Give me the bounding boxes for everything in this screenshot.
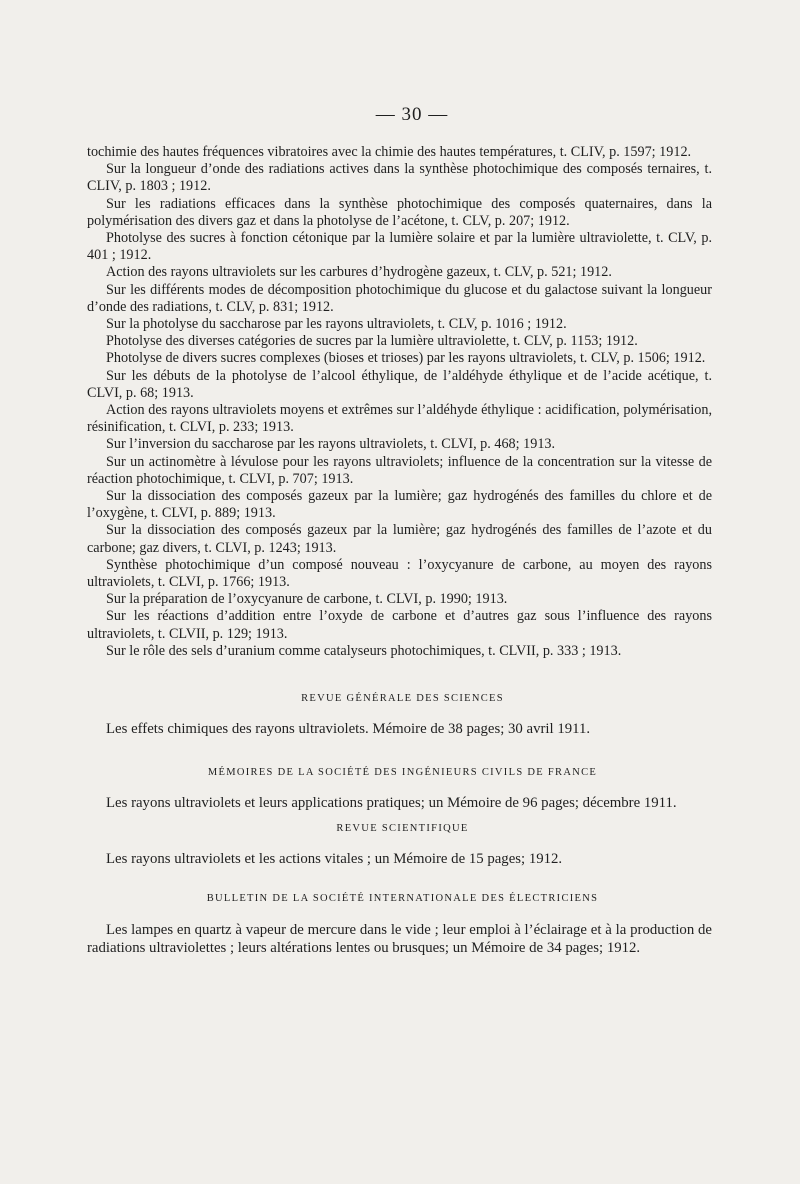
bibliography-entry: Action des rayons ultraviolets moyens et extrêmes sur l’aldéhyde éthylique : acidification, polymérisation, résinification, t. CLVI, p. 233; 1913. bbox=[87, 402, 712, 436]
bibliography-entry: Sur l’inversion du saccharose par les rayons ultraviolets, t. CLVI, p. 468; 1913. bbox=[106, 436, 556, 453]
bibliography-entry: Sur un actinomètre à lévulose pour les rayons ultraviolets; influence de la concentration sur la vitesse de réaction photochimique, t. CLVI, p. 707; 1913. bbox=[87, 453, 712, 487]
section-heading: MÉMOIRES DE LA SOCIÉTÉ DES INGÉNIEURS CIVILS DE FRANCE bbox=[207, 766, 598, 778]
section-heading: BULLETIN DE LA SOCIÉTÉ INTERNATIONALE DES ÉLECTRICIENS bbox=[206, 893, 599, 905]
bibliography-entry: Sur les différents modes de décomposition photochimique du glucose et du galactose suivant la longueur d’onde des radiations, t. CLV, p. 831; 1912. bbox=[87, 281, 712, 315]
page-number: — 30 — bbox=[375, 104, 449, 125]
bibliography-entry: Photolyse de divers sucres complexes (bioses et trioses) par les rayons ultraviolets, t. CLV, p. 1506; 1912. bbox=[106, 350, 706, 367]
bibliography-entry: Sur les débuts de la photolyse de l’alcool éthylique, de l’aldéhyde éthylique et de l’acide acétique, t. CLVI, p. 68; 1913. bbox=[87, 367, 712, 401]
section-entry: Les lampes en quartz à vapeur de mercure dans le vide ; leur emploi à l’éclairage et à la production de radiations ultraviolettes ; leurs altérations lentes ou brusques; un Mémoire de 34 pages; 1912. bbox=[87, 921, 712, 957]
bibliography-entry: Photolyse des diverses catégories de sucres par la lumière ultraviolette, t. CLV, p. 1153; 1912. bbox=[106, 333, 638, 350]
bibliography-entry: Sur les radiations efficaces dans la synthèse photochimique des composés quaternaires, dans la polymérisation des divers gaz et dans la photolyse de l’acétone, t. CLV, p. 207; 1912. bbox=[87, 195, 712, 229]
bibliography-entry: Photolyse des sucres à fonction cétonique par la lumière solaire et par la lumière ultraviolette, t. CLV, p. 401 ; 1912. bbox=[87, 230, 712, 264]
bibliography-entry: Sur la préparation de l’oxycyanure de carbone, t. CLVI, p. 1990; 1913. bbox=[106, 591, 508, 608]
bibliography-entry: Synthèse photochimique d’un composé nouveau : l’oxycyanure de carbone, au moyen des rayons ultraviolets, t. CLVI, p. 1766; 1913. bbox=[87, 556, 712, 591]
section-entry: Les rayons ultraviolets et les actions vitales ; un Mémoire de 15 pages; 1912. bbox=[106, 850, 563, 867]
section-heading: REVUE GÉNÉRALE DES SCIENCES bbox=[301, 693, 504, 705]
bibliography-entry: Sur les réactions d’addition entre l’oxyde de carbone et d’autres gaz sous l’influence des rayons ultraviolets, t. CLVII, p. 129; 1913. bbox=[87, 608, 712, 642]
bibliography-entry: Action des rayons ultraviolets sur les carbures d’hydrogène gazeux, t. CLV, p. 521; 1912. bbox=[106, 264, 612, 281]
bibliography-entry: Sur la dissociation des composés gazeux par la lumière; gaz hydrogénés des familles du chlore et de l’oxygène, t. CLVI, p. 889; 1913. bbox=[87, 488, 712, 522]
section-heading: REVUE SCIENTIFIQUE bbox=[336, 822, 469, 834]
bibliography-entry: tochimie des hautes fréquences vibratoires avec la chimie des hautes températures, t. CLIV, p. 1597; 1912. bbox=[87, 144, 692, 160]
section-entry: Les effets chimiques des rayons ultraviolets. Mémoire de 38 pages; 30 avril 1911. bbox=[106, 721, 591, 738]
bibliography-entry: Sur la longueur d’onde des radiations actives dans la synthèse photochimique des composés ternaires, t. CLIV, p. 1803 ; 1912. bbox=[87, 161, 712, 195]
bibliography-list bbox=[87, 144, 712, 958]
section-entry: Les rayons ultraviolets et leurs applications pratiques; un Mémoire de 96 pages; décembre 1911. bbox=[106, 795, 677, 812]
bibliography-entry: Sur la photolyse du saccharose par les rayons ultraviolets, t. CLV, p. 1016 ; 1912. bbox=[106, 316, 567, 333]
bibliography-entry: Sur la dissociation des composés gazeux par la lumière; gaz hydrogénés des familles de l’azote et du carbone; gaz divers, t. CLVI, p. 1243; 1913. bbox=[87, 522, 712, 556]
bibliography-entry: Sur le rôle des sels d’uranium comme catalyseurs photochimiques, t. CLVII, p. 333 ; 1913. bbox=[106, 642, 622, 659]
